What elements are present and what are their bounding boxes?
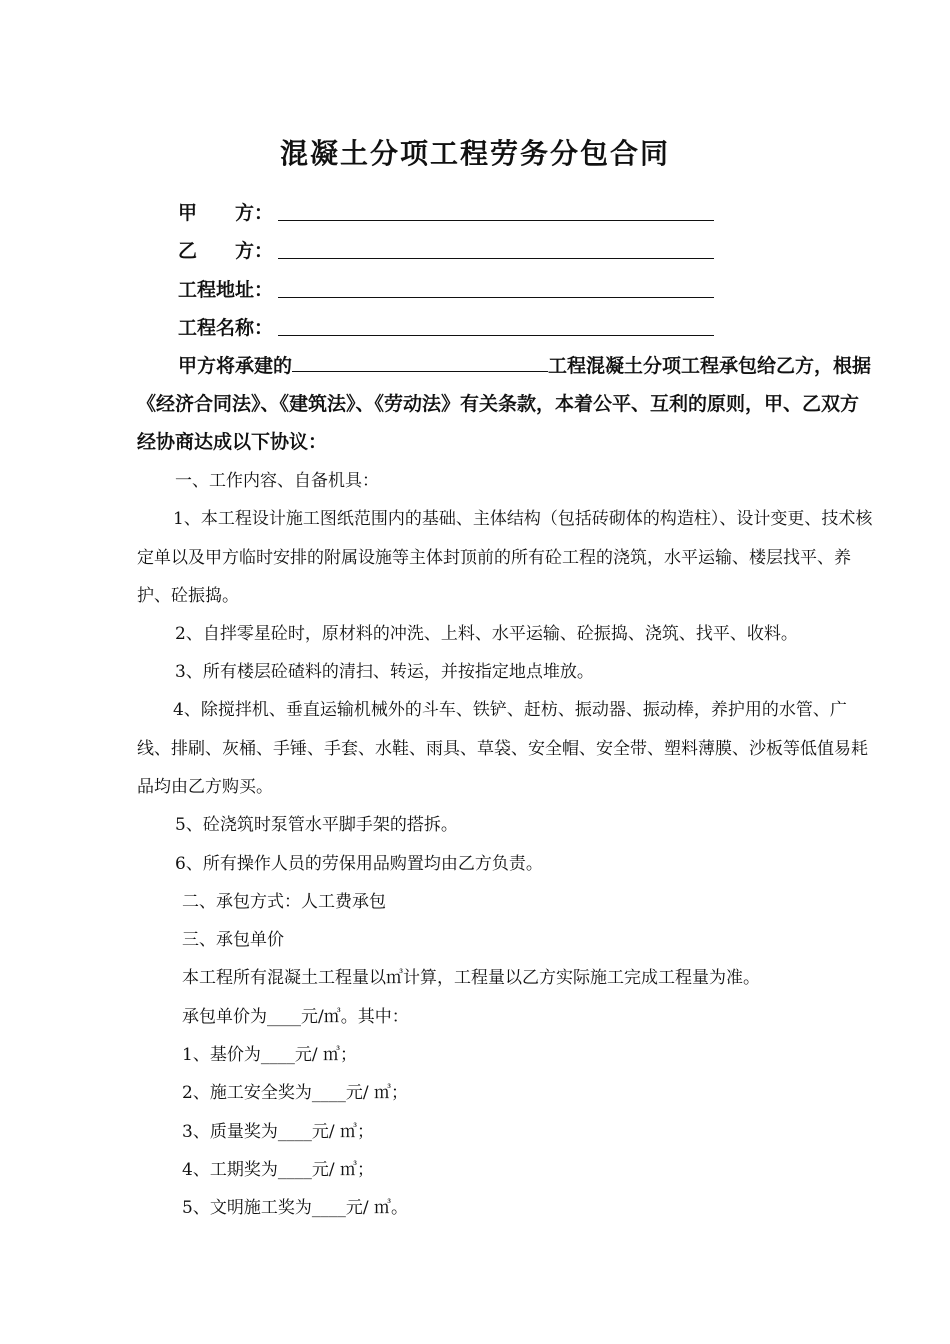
section3-heading: 三、承包单价 — [182, 930, 284, 950]
section3-unit-price: 承包单价为____元/㎥。其中： — [182, 1007, 409, 1027]
party-b-field — [178, 236, 714, 266]
section3-item-2: 2、施工安全奖为____元/ ㎥； — [182, 1083, 408, 1103]
party-b-blank — [278, 236, 714, 259]
section1-heading: 一、工作内容、自备机具： — [175, 471, 379, 491]
page-title: 混凝土分项工程劳务分包合同 — [279, 137, 670, 170]
section3-item-3: 3、质量奖为____元/ ㎥； — [182, 1122, 374, 1142]
intro-part2: 工程混凝土分项工程承包给乙方，根据《经济合同法》、《建筑法》、《劳动法》有关条款，本着公平、互利的原则，甲、乙双方经协商达成以下协议： — [137, 355, 872, 453]
section3-item-5: 5、文明施工奖为____元/ ㎥。 — [182, 1198, 408, 1218]
project-name-label: 工程名称： — [178, 317, 274, 339]
section1-item-1: 1、本工程设计施工图纸范围内的基础、主体结构（包括砖砌体的构造柱）、设计变更、技术核定单以及甲方临时安排的附属设施等主体封顶前的所有砼工程的浇筑，水平运输、楼层找平、养护、砼振捣。 — [137, 509, 873, 606]
section1-item-6: 6、所有操作人员的劳保用品购置均由乙方负责。 — [175, 854, 543, 874]
party-b-label: 乙 方： — [178, 240, 274, 262]
project-address-blank — [278, 275, 714, 298]
project-address-field — [178, 275, 714, 305]
project-name-field — [178, 313, 714, 343]
project-name-blank — [278, 313, 714, 336]
section3-note: 本工程所有混凝土工程量以㎥计算，工程量以乙方实际施工完成工程量为准。 — [182, 968, 760, 988]
intro-part1: 甲方将承建的 — [178, 355, 293, 377]
party-a-blank — [278, 198, 714, 221]
intro-project-blank — [292, 347, 548, 372]
intro-paragraph — [137, 347, 877, 461]
section3-item-1: 1、基价为____元/ ㎥； — [182, 1045, 357, 1065]
party-a-label: 甲 方： — [178, 202, 274, 224]
section1-item-2: 2、自拌零星砼时，原材料的冲洗、上料、水平运输、砼振捣、浇筑、找平、收料。 — [175, 624, 798, 644]
section1-item-4: 4、除搅拌机、垂直运输机械外的斗车、铁铲、赶枋、振动器、振动棒，养护用的水管、广线、排刷、灰桶、手锤、手套、水鞋、雨具、草袋、安全帽、安全带、塑料薄膜、沙板等低值易耗品均由乙方购买。 — [137, 700, 868, 797]
project-address-label: 工程地址： — [178, 279, 274, 301]
section3-item-4: 4、工期奖为____元/ ㎥； — [182, 1160, 374, 1180]
section2-heading: 二、承包方式：人工费承包 — [182, 892, 386, 912]
party-a-field — [178, 198, 714, 228]
section1-item-3: 3、所有楼层砼碴料的清扫、转运，并按指定地点堆放。 — [175, 662, 594, 682]
section1-item-5: 5、砼浇筑时泵管水平脚手架的搭拆。 — [175, 815, 458, 835]
